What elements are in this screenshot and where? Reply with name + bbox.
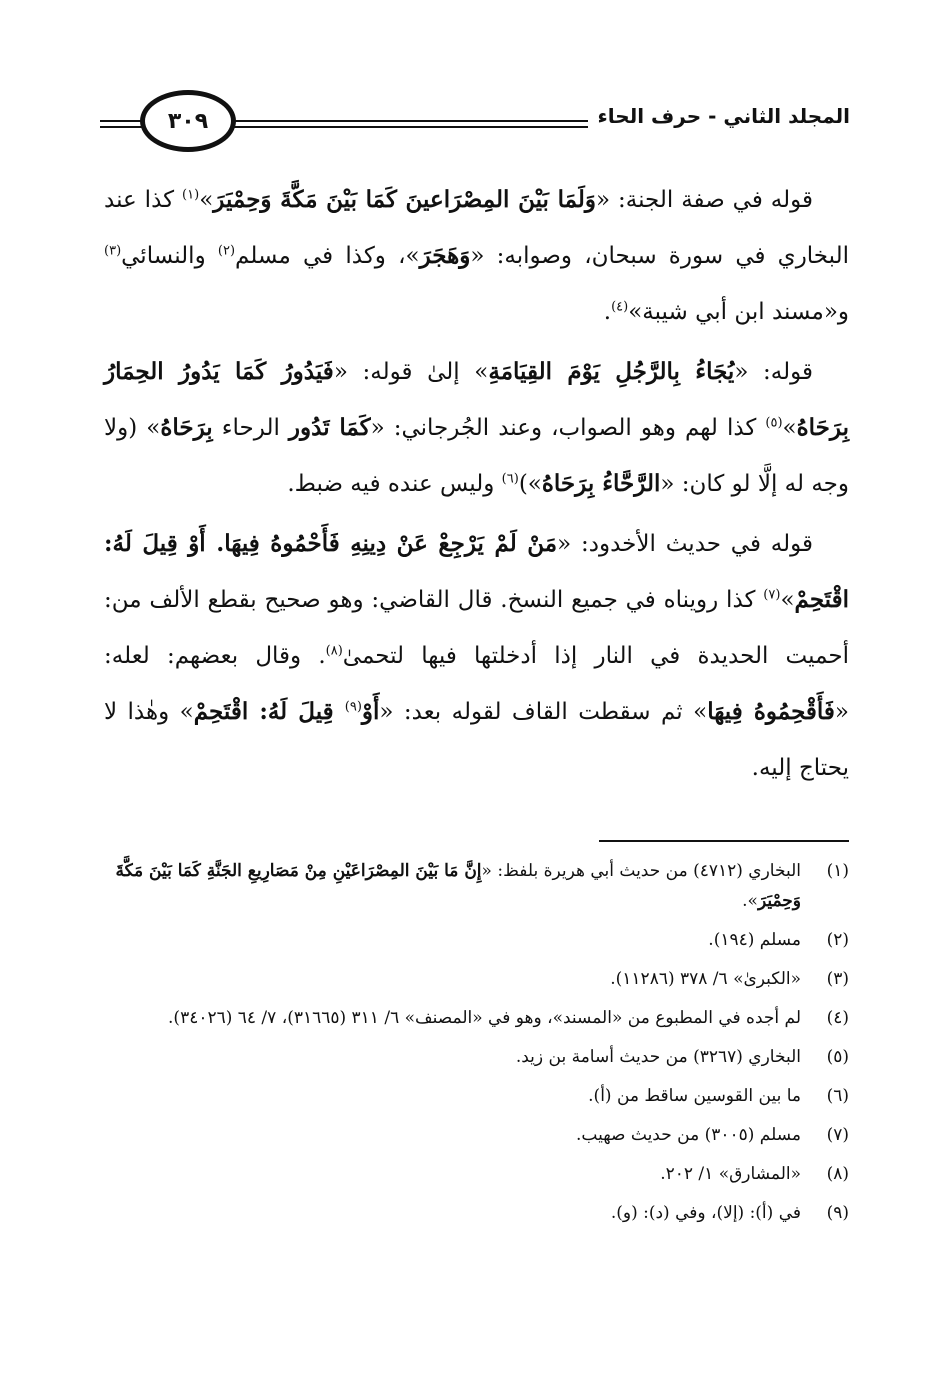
footnote-text: البخاري (٣٢٦٧) من حديث أسامة بن زيد. [515,1047,801,1067]
footnote-ref-4[interactable]: (٤) [611,299,629,315]
footnote-ref-9[interactable]: (٩) [344,699,362,715]
text-run: قوله: « [734,359,814,385]
footnote-text: «الكبرىٰ» ٦/ ٣٧٨ (١١٢٨٦). [610,969,801,989]
text-run: » ثم سقطت القاف لقوله بعد: « [379,699,708,725]
hadith-quote: الرَّحَّاءُ بِرَحَاهُ [541,470,661,497]
footnote-1 [104,856,849,916]
text-run: كذا رويناه في جميع النسخ. قال القاضي: وهو صحيح بقطع الألف من: أحميت الحديدة في النار إذا أدخلتها فيها لتحمىٰ [104,587,849,669]
footnote-number: (٣) [826,969,849,989]
footnote-number: (٩) [826,1203,849,1223]
paragraph-1 [104,172,849,340]
footnote-separator [599,840,849,842]
footnote-2 [104,925,849,955]
text-run: » [782,415,797,441]
text-run: كذا عند البخاري في سورة سبحان، وصوابه: « [104,187,849,269]
footnote-ref-3[interactable]: (٣) [104,243,122,259]
hadith-quote: فَأَقْحِمُوهُ فِيهَا [707,698,835,725]
footnote-3 [104,964,849,994]
footnote-text: لم أجده في المطبوع من «المسند»، وهو في «المصنف» ٦/ ٣١١ (٣١٦٦٥)، ٧/ ٦٤ (٣٤٠٢٦). [168,1008,801,1028]
text-run: والنسائي [121,243,218,269]
footnote-6 [104,1081,849,1111]
page-number-badge [140,90,236,152]
footnote-ref-7[interactable]: (٧) [763,587,781,603]
text-run: وليس عنده فيه ضبط. [287,471,502,497]
hadith-quote: مَنْ لَمْ يَرْجِعْ عَنْ دِينِهِ فَأَحْمُوهُ فِيهَا. أَوْ قِيلَ لَهُ: اقْتَحِمْ [104,530,849,613]
footnote-number: (٢) [826,930,849,950]
text-run: ». [742,891,758,911]
text-run: » وهٰذا لا يحتاج إليه. [104,699,849,781]
footnote-text: مسلم (٣٠٠٥) من حديث صهيب. [575,1125,801,1145]
text-run: البخاري (٤٧١٢) من حديث أبي هريرة بلفظ: « [481,861,801,881]
footnote-5 [104,1042,849,1072]
footnote-9 [104,1198,849,1228]
hadith-quote: إِنَّ مَا بَيْنَ المِصْرَاعَيْنِ مِنْ مَصَارِيعِ الجَنَّةِ كَمَا بَيْنَ مَكَّةَ وَحِمْيَرَ [115,861,801,911]
hadith-quote: كَمَا تَدُور [288,414,371,441]
footnote-ref-1[interactable]: (١) [182,187,200,203]
text-run: » [780,587,795,613]
paragraph-2 [104,344,849,512]
footnote-8 [104,1159,849,1189]
running-title: المجلد الثاني - حرف الحاء [588,104,850,128]
footnote-number: (٦) [826,1086,849,1106]
hadith-quote: يُجَاءُ بِالرَّجُلِ يَوْمَ القِيَامَةِ [488,358,735,385]
footnote-number: (٥) [826,1047,849,1067]
footnote-text: مسلم (١٩٤). [708,930,801,950]
main-text [104,172,849,800]
text-run: . [603,299,612,325]
footnotes [104,856,849,1237]
footnote-number: (١) [826,861,849,881]
text-run: و«مسند ابن أبي شيبة» [628,299,849,325]
page-header [100,90,850,160]
text-run: ») [518,471,542,497]
text-run: » (ولا وجه له إلَّا لو كان: « [104,415,849,497]
footnote-number: (٤) [826,1008,849,1028]
footnote-ref-8[interactable]: (٨) [325,643,343,659]
text-run: » إلىٰ قوله: « [333,359,489,385]
hadith-quote: قِيلَ لَهُ: اقْتَحِمْ [193,698,345,725]
footnote-number: (٨) [826,1164,849,1184]
hadith-quote: فَيَدُورُ كَمَا يَدُورُ الحِمَارُ بِرَحَاهُ [104,358,849,441]
hadith-quote: وَلَمَا بَيْنَ المِصْرَاعينَ كَمَا بَيْنَ مَكَّةَ وَحِمْيَرَ [213,186,596,213]
footnote-4 [104,1003,849,1033]
footnote-text: ما بين القوسين ساقط من (أ). [588,1086,801,1106]
text-run: » [199,187,214,213]
paragraph-3 [104,516,849,796]
footnote-text: «المشارق» ١/ ٢٠٢. [660,1164,801,1184]
text-run: الرحاء [212,415,289,441]
footnote-number: (٧) [826,1125,849,1145]
hadith-quote: وَهَجَرَ [419,242,471,269]
text-run: . وقال بعضهم: لعله: « [104,643,849,725]
footnote-ref-6[interactable]: (٦) [501,471,519,487]
text-run: »، وكذا في مسلم [235,243,420,269]
footnote-text: في (أ): (إلا)، وفي (د): (و). [610,1203,801,1223]
hadith-quote: أَوْ [361,698,380,725]
footnote-text [104,856,801,916]
hadith-quote: بِرَحَاهُ [160,414,213,441]
footnote-ref-2[interactable]: (٢) [217,243,236,259]
page-number: ٣٠٩ [167,108,209,134]
footnote-7 [104,1120,849,1150]
text-run: كذا لهم وهو الصواب، وعند الجُرجاني: « [370,415,766,441]
footnote-ref-5[interactable]: (٥) [765,415,783,431]
text-run: قوله في صفة الجنة: « [596,187,813,213]
text-run: قوله في حديث الأخدود: « [557,531,813,557]
